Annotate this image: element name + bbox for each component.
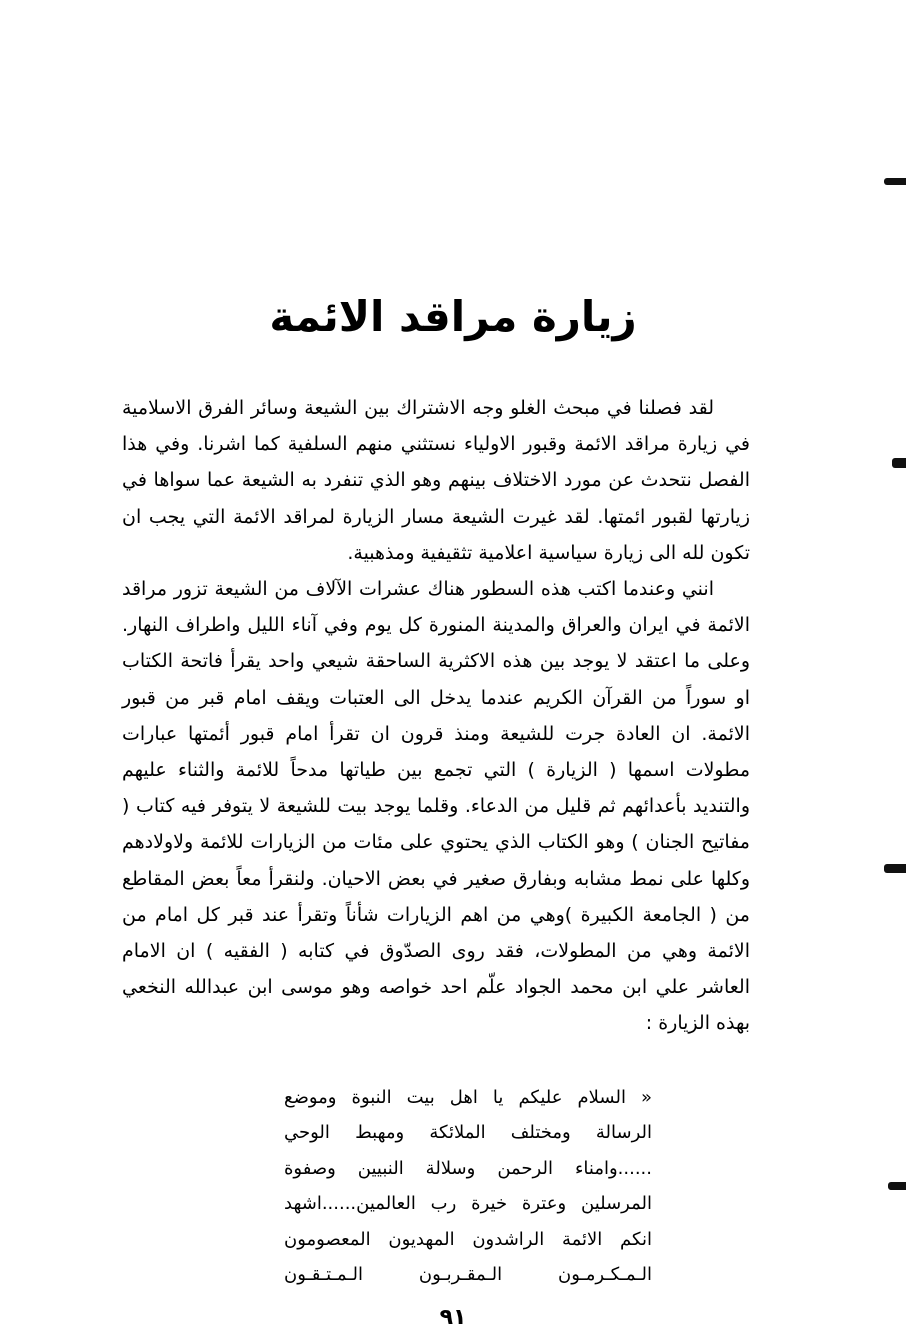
margin-mark (884, 864, 906, 873)
quote-line: ......وامناء الرحمن وسلالة النبيين وصفوة (284, 1157, 652, 1179)
margin-mark (884, 178, 906, 185)
body-text (122, 390, 750, 1042)
paragraph: انني وعندما اكتب هذه السطور هناك عشرات الآلاف من الشيعة تزور مراقد الائمة في ايران والعراق والمدينة المنورة كل يوم وفي آناء الليل واطراف النهار. وعلى ما اعتقد لا يوجد بين هذه الاكثرية الساحقة شيعي واحد يقرأ فاتحة الكتاب او سوراً من القرآن الكريم عندما يدخل الى العتبات ويقف امام قبر من قبور الائمة. ان العادة جرت للشيعة ومنذ قرون ان تقرأ امام قبور أئمتها عبارات مطولات اسمها ( الزيارة ) التي تجمع بين طياتها مدحاً للائمة والثناء عليهم والتنديد بأعدائهم ثم قليل من الدعاء. وقلما يوجد بيت للشيعة لا يتوفر فيه كتاب ( مفاتيح الجنان ) وهو الكتاب الذي يحتوي على مئات من الزيارات للائمة ولاولادهم وكلها على نمط مشابه وبفارق صغير في بعض الاحيان. ولنقرأ معاً بعض المقاطع من ( الجامعة الكبيرة )وهي من اهم الزيارات شأناً وتقرأ عند قبر كل امام من الائمة وهي من المطولات، فقد روى الصدّوق في كتابه ( الفقيه ) ان الامام العاشر علي ابن محمد الجواد علّم احد خواصه وهو موسى ابن عبدالله النخعي بهذه الزيارة : (122, 578, 750, 1035)
quote-line: الـمـكـرمـون الـمقـربـون الـمـتـقـون (284, 1264, 652, 1286)
quote-line: « السلام عليكم يا اهل بيت النبوة وموضع (284, 1087, 652, 1108)
margin-mark (892, 458, 906, 468)
quote-line: المرسلين وعترة خيرة رب العالمين......اشهد (284, 1193, 652, 1215)
chapter-title: زيارة مراقد الائمة (269, 292, 637, 341)
paragraph: لقد فصلنا في مبحث الغلو وجه الاشتراك بين الشيعة وسائر الفرق الاسلامية في زيارة مراقد الائمة وقبور الاولياء نستثني منهم السلفية كما اشرنا. وفي هذا الفصل نتحدث عن مورد الاختلاف بينهم وهو الذي تنفرد به الشيعة عما سواها في زيارتها لقبور ائمتها. لقد غيرت الشيعة مسار الزيارة لمراقد الائمة التي يجب ان تكون لله الى زيارة سياسية اعلامية تثقيفية ومذهبية. (122, 397, 750, 564)
ziyara-quote (284, 1080, 652, 1292)
quote-line: انكم الائمة الراشدون المهديون المعصومون (284, 1228, 652, 1250)
page-number: ٩١ (439, 1305, 467, 1330)
quote-line: الرسالة ومختلف الملائكة ومهبط الوحي (284, 1122, 652, 1144)
margin-mark (888, 1182, 906, 1190)
